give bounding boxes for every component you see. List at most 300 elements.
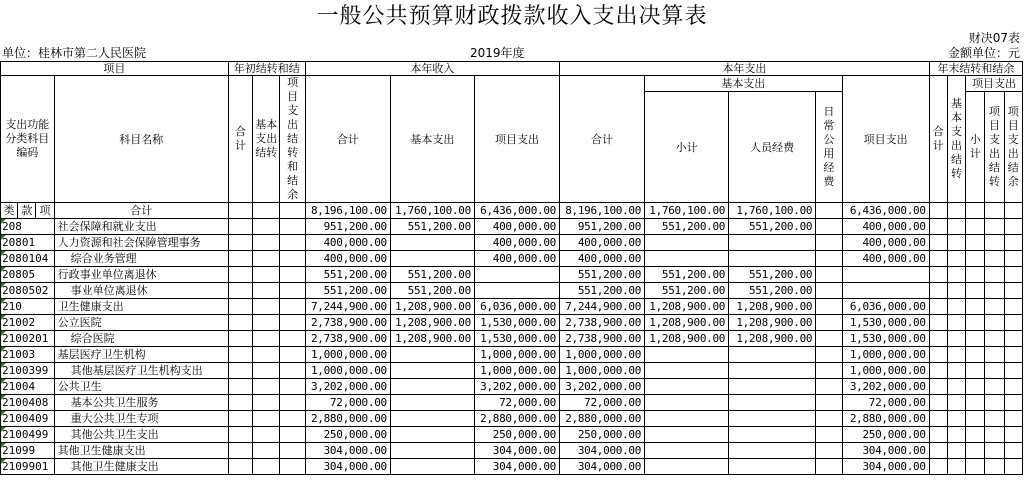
empty-cell — [816, 363, 842, 379]
row-expense-subtotal: 1,208,900.00 — [645, 299, 729, 315]
empty-cell — [1004, 379, 1022, 395]
empty-cell — [929, 379, 947, 395]
empty-cell — [947, 411, 965, 427]
row-expense-subtotal: 551,200.00 — [645, 283, 729, 299]
row-income-total: 1,000,000.00 — [305, 363, 390, 379]
empty-cell — [966, 347, 985, 363]
empty-cell — [966, 459, 985, 475]
empty-cell — [1004, 347, 1022, 363]
empty-cell — [280, 379, 305, 395]
row-subject-name: 行政事业单位离退休 — [54, 267, 228, 283]
row-expense-personnel: 551,200.00 — [729, 219, 816, 235]
row-expense-project: 400,000.00 — [842, 235, 929, 251]
row-code: 2100201 — [1, 331, 55, 347]
empty-cell — [280, 331, 305, 347]
row-expense-subtotal — [645, 427, 729, 443]
empty-cell — [947, 443, 965, 459]
table-row — [1, 331, 1023, 347]
header-income-basic: 基本支出 — [390, 76, 474, 203]
row-expense-subtotal — [645, 347, 729, 363]
grand-total-row — [1, 203, 1023, 219]
empty-cell — [985, 347, 1004, 363]
row-code: 210 — [1, 299, 55, 315]
header-expense-public: 日常公用经费 — [816, 92, 842, 203]
header-expense-project: 项目支出 — [842, 76, 929, 203]
row-code: 208 — [1, 219, 55, 235]
row-subject-name: 公共卫生 — [54, 379, 228, 395]
row-income-basic — [390, 347, 474, 363]
empty-cell — [1004, 395, 1022, 411]
empty-cell — [1004, 363, 1022, 379]
empty-cell — [947, 427, 965, 443]
empty-cell — [929, 411, 947, 427]
row-subject-name: 卫生健康支出 — [54, 299, 228, 315]
empty-cell — [966, 219, 985, 235]
empty-cell — [253, 315, 280, 331]
row-code: 2080502 — [1, 283, 55, 299]
empty-cell — [929, 331, 947, 347]
row-income-project: 400,000.00 — [474, 219, 559, 235]
row-income-basic — [390, 459, 474, 475]
row-subject-name: 公立医院 — [54, 315, 228, 331]
empty-cell — [253, 299, 280, 315]
empty-cell — [929, 219, 947, 235]
row-income-total: 551,200.00 — [305, 267, 390, 283]
row-income-total: 551,200.00 — [305, 283, 390, 299]
empty-cell — [253, 459, 280, 475]
empty-cell — [929, 299, 947, 315]
empty-cell — [253, 379, 280, 395]
row-expense-total: 2,738,900.00 — [560, 331, 645, 347]
total-expense-subtotal: 1,760,100.00 — [645, 203, 729, 219]
row-income-total: 400,000.00 — [305, 251, 390, 267]
total-expense: 8,196,100.00 — [560, 203, 645, 219]
row-expense-personnel — [729, 411, 816, 427]
header-kuan: 款 — [18, 203, 36, 219]
empty-cell — [947, 235, 965, 251]
row-expense-project: 250,000.00 — [842, 427, 929, 443]
row-expense-total: 2,738,900.00 — [560, 315, 645, 331]
empty-cell — [985, 235, 1004, 251]
empty-cell — [1004, 459, 1022, 475]
row-income-project: 72,000.00 — [474, 395, 559, 411]
empty-cell — [1004, 283, 1022, 299]
row-income-project: 2,880,000.00 — [474, 411, 559, 427]
row-income-basic: 551,200.00 — [390, 219, 474, 235]
row-income-total: 250,000.00 — [305, 427, 390, 443]
row-expense-personnel: 1,208,900.00 — [729, 331, 816, 347]
header-closing-basic: 基本支出结转 — [947, 76, 965, 203]
row-income-project: 1,530,000.00 — [474, 315, 559, 331]
empty-cell — [966, 283, 985, 299]
row-subject-name: 其他卫生健康支出 — [54, 459, 228, 475]
empty-cell — [816, 427, 842, 443]
empty-cell — [253, 347, 280, 363]
empty-cell — [947, 219, 965, 235]
empty-cell — [929, 347, 947, 363]
row-subject-name: 事业单位离退休 — [54, 283, 228, 299]
row-income-basic — [390, 379, 474, 395]
row-expense-personnel: 551,200.00 — [729, 283, 816, 299]
row-income-basic — [390, 411, 474, 427]
row-expense-personnel: 1,208,900.00 — [729, 315, 816, 331]
row-income-project: 6,036,000.00 — [474, 299, 559, 315]
empty-cell — [985, 331, 1004, 347]
row-expense-personnel — [729, 363, 816, 379]
empty-cell — [947, 395, 965, 411]
row-subject-name: 基本公共卫生服务 — [54, 395, 228, 411]
empty-cell — [985, 283, 1004, 299]
empty-cell — [985, 379, 1004, 395]
empty-cell — [816, 443, 842, 459]
empty-cell — [253, 363, 280, 379]
row-expense-total: 551,200.00 — [560, 283, 645, 299]
row-income-basic: 551,200.00 — [390, 283, 474, 299]
row-income-total: 1,000,000.00 — [305, 347, 390, 363]
empty-cell — [280, 347, 305, 363]
empty-cell — [1004, 235, 1022, 251]
row-subject-name: 综合业务管理 — [54, 251, 228, 267]
row-expense-project: 400,000.00 — [842, 219, 929, 235]
row-expense-total: 400,000.00 — [560, 251, 645, 267]
empty-cell — [280, 299, 305, 315]
row-income-project: 304,000.00 — [474, 443, 559, 459]
row-income-total: 2,738,900.00 — [305, 315, 390, 331]
header-opening-basic: 基本支出结转 — [253, 76, 280, 203]
header-closing-project-carry: 项目支出结转 — [985, 92, 1004, 203]
row-expense-personnel — [729, 347, 816, 363]
row-expense-project: 1,530,000.00 — [842, 315, 929, 331]
empty-cell — [929, 443, 947, 459]
row-expense-project — [842, 267, 929, 283]
row-expense-personnel — [729, 443, 816, 459]
row-expense-total: 2,880,000.00 — [560, 411, 645, 427]
empty-cell — [253, 283, 280, 299]
empty-cell — [1004, 219, 1022, 235]
row-income-project: 3,202,000.00 — [474, 379, 559, 395]
empty-cell — [985, 315, 1004, 331]
header-income-project: 项目支出 — [474, 76, 559, 203]
row-income-basic — [390, 235, 474, 251]
empty-cell — [253, 235, 280, 251]
row-code: 2080104 — [1, 251, 55, 267]
header-closing-project: 项目支出 — [966, 76, 1023, 92]
row-income-total: 951,200.00 — [305, 219, 390, 235]
table-row — [1, 459, 1023, 475]
header-closing-subtotal: 小计 — [966, 92, 985, 203]
empty-cell — [280, 411, 305, 427]
empty-cell — [1004, 267, 1022, 283]
header-closing: 年末结转和结余 — [929, 62, 1022, 76]
row-expense-personnel — [729, 395, 816, 411]
row-income-basic — [390, 251, 474, 267]
row-income-project: 250,000.00 — [474, 427, 559, 443]
empty-cell — [253, 395, 280, 411]
empty-cell — [228, 395, 252, 411]
empty-cell — [966, 315, 985, 331]
empty-cell — [228, 363, 252, 379]
row-income-total: 72,000.00 — [305, 395, 390, 411]
row-expense-total: 1,000,000.00 — [560, 347, 645, 363]
unit-label: 单位：桂林市第二人民医院 — [2, 46, 147, 60]
empty-cell — [947, 315, 965, 331]
table-row — [1, 395, 1023, 411]
empty-cell — [1004, 315, 1022, 331]
empty-cell — [280, 235, 305, 251]
empty-cell — [966, 299, 985, 315]
empty-cell — [966, 427, 985, 443]
row-income-project: 304,000.00 — [474, 459, 559, 475]
row-income-basic — [390, 443, 474, 459]
header-opening: 年初结转和结 — [228, 62, 305, 76]
row-expense-total: 3,202,000.00 — [560, 379, 645, 395]
row-income-project: 400,000.00 — [474, 235, 559, 251]
empty-cell — [816, 219, 842, 235]
row-expense-total: 951,200.00 — [560, 219, 645, 235]
row-expense-personnel — [729, 251, 816, 267]
empty-cell — [253, 219, 280, 235]
empty-cell — [816, 347, 842, 363]
empty-cell — [253, 427, 280, 443]
row-income-project: 1,000,000.00 — [474, 363, 559, 379]
row-expense-total: 72,000.00 — [560, 395, 645, 411]
row-expense-project: 304,000.00 — [842, 443, 929, 459]
empty-cell — [816, 267, 842, 283]
empty-cell — [280, 251, 305, 267]
row-income-project — [474, 267, 559, 283]
header-expense-total: 合计 — [560, 76, 645, 203]
row-income-basic — [390, 395, 474, 411]
empty-cell — [947, 283, 965, 299]
row-subject-name: 社会保障和就业支出 — [54, 219, 228, 235]
year-label: 2019年度 — [470, 46, 525, 60]
row-income-total: 2,880,000.00 — [305, 411, 390, 427]
row-subject-name: 其他基层医疗卫生机构支出 — [54, 363, 228, 379]
row-expense-subtotal — [645, 235, 729, 251]
empty-cell — [966, 395, 985, 411]
total-income-basic: 1,760,100.00 — [390, 203, 474, 219]
row-expense-total: 7,244,900.00 — [560, 299, 645, 315]
table-row — [1, 283, 1023, 299]
empty-cell — [228, 315, 252, 331]
table-row — [1, 363, 1023, 379]
empty-cell — [228, 347, 252, 363]
header-closing-project-surplus: 项目支出结余 — [1004, 92, 1022, 203]
empty-cell — [816, 411, 842, 427]
empty-cell — [816, 251, 842, 267]
empty-cell — [947, 363, 965, 379]
row-expense-total: 304,000.00 — [560, 459, 645, 475]
row-code: 2100499 — [1, 427, 55, 443]
empty-cell — [929, 283, 947, 299]
table-row — [1, 427, 1023, 443]
row-expense-project: 2,880,000.00 — [842, 411, 929, 427]
row-income-basic — [390, 427, 474, 443]
total-expense-personnel: 1,760,100.00 — [729, 203, 816, 219]
row-income-basic: 551,200.00 — [390, 267, 474, 283]
row-income-basic: 1,208,900.00 — [390, 331, 474, 347]
row-expense-subtotal — [645, 443, 729, 459]
empty-cell — [985, 459, 1004, 475]
row-expense-personnel — [729, 235, 816, 251]
empty-cell — [929, 235, 947, 251]
empty-cell — [816, 235, 842, 251]
empty-cell — [816, 395, 842, 411]
empty-cell — [253, 443, 280, 459]
empty-cell — [228, 331, 252, 347]
total-income: 8,196,100.00 — [305, 203, 390, 219]
empty-cell — [1004, 411, 1022, 427]
header-expense: 本年支出 — [560, 62, 930, 76]
table-row — [1, 219, 1023, 235]
table-row — [1, 347, 1023, 363]
row-code: 2100399 — [1, 363, 55, 379]
header-income: 本年收入 — [305, 62, 559, 76]
row-income-total: 2,738,900.00 — [305, 331, 390, 347]
table-row — [1, 235, 1023, 251]
empty-cell — [280, 219, 305, 235]
total-expense-project: 6,436,000.00 — [842, 203, 929, 219]
empty-cell — [228, 235, 252, 251]
empty-cell — [280, 395, 305, 411]
empty-cell — [985, 299, 1004, 315]
row-expense-project: 6,036,000.00 — [842, 299, 929, 315]
empty-cell — [816, 283, 842, 299]
row-expense-project — [842, 283, 929, 299]
row-code: 21099 — [1, 443, 55, 459]
row-code: 2100408 — [1, 395, 55, 411]
empty-cell — [228, 283, 252, 299]
empty-cell — [1004, 331, 1022, 347]
empty-cell — [253, 267, 280, 283]
row-expense-project: 3,202,000.00 — [842, 379, 929, 395]
empty-cell — [280, 267, 305, 283]
row-income-project — [474, 283, 559, 299]
empty-cell — [929, 459, 947, 475]
empty-cell — [228, 427, 252, 443]
row-code: 20801 — [1, 235, 55, 251]
empty-cell — [280, 459, 305, 475]
row-income-total: 400,000.00 — [305, 235, 390, 251]
empty-cell — [280, 443, 305, 459]
empty-cell — [816, 459, 842, 475]
empty-cell — [228, 219, 252, 235]
table-row — [1, 379, 1023, 395]
header-xiang: 项 — [36, 203, 54, 219]
empty-cell — [947, 347, 965, 363]
empty-cell — [929, 427, 947, 443]
empty-cell — [228, 299, 252, 315]
row-subject-name: 综合医院 — [54, 331, 228, 347]
row-expense-subtotal: 1,208,900.00 — [645, 315, 729, 331]
report-title: 一般公共预算财政拨款收入支出决算表 — [316, 4, 708, 29]
row-expense-project: 1,000,000.00 — [842, 363, 929, 379]
empty-cell — [966, 251, 985, 267]
empty-cell — [929, 315, 947, 331]
row-code: 21002 — [1, 315, 55, 331]
row-code: 2100409 — [1, 411, 55, 427]
row-expense-subtotal — [645, 395, 729, 411]
table-row — [1, 315, 1023, 331]
empty-cell — [1004, 251, 1022, 267]
empty-cell — [816, 315, 842, 331]
empty-cell — [280, 315, 305, 331]
empty-cell — [929, 251, 947, 267]
row-expense-subtotal — [645, 411, 729, 427]
row-expense-project: 400,000.00 — [842, 251, 929, 267]
header-closing-total: 合计 — [929, 76, 947, 203]
row-expense-project: 1,000,000.00 — [842, 347, 929, 363]
row-expense-personnel: 1,208,900.00 — [729, 299, 816, 315]
row-code: 21004 — [1, 379, 55, 395]
empty-cell — [947, 459, 965, 475]
row-expense-subtotal — [645, 363, 729, 379]
row-expense-subtotal — [645, 251, 729, 267]
empty-cell — [280, 363, 305, 379]
empty-cell — [947, 331, 965, 347]
row-expense-personnel — [729, 427, 816, 443]
empty-cell — [228, 411, 252, 427]
empty-cell — [929, 363, 947, 379]
empty-cell — [985, 267, 1004, 283]
empty-cell — [280, 283, 305, 299]
empty-cell — [966, 363, 985, 379]
empty-cell — [228, 443, 252, 459]
row-income-total: 304,000.00 — [305, 459, 390, 475]
empty-cell — [985, 443, 1004, 459]
row-expense-total: 551,200.00 — [560, 267, 645, 283]
empty-cell — [985, 363, 1004, 379]
empty-cell — [228, 251, 252, 267]
header-expense-subtotal: 小计 — [645, 92, 729, 203]
empty-cell — [966, 411, 985, 427]
empty-cell — [985, 395, 1004, 411]
total-income-project: 6,436,000.00 — [474, 203, 559, 219]
row-income-basic: 1,208,900.00 — [390, 315, 474, 331]
money-unit-label: 金额单位：元 — [947, 46, 1020, 60]
empty-cell — [947, 267, 965, 283]
empty-cell — [966, 235, 985, 251]
row-subject-name: 其他卫生健康支出 — [54, 443, 228, 459]
row-income-total: 3,202,000.00 — [305, 379, 390, 395]
row-expense-total: 400,000.00 — [560, 235, 645, 251]
row-expense-total: 1,000,000.00 — [560, 363, 645, 379]
empty-cell — [816, 299, 842, 315]
row-expense-total: 304,000.00 — [560, 443, 645, 459]
row-expense-total: 250,000.00 — [560, 427, 645, 443]
row-subject-name: 人力资源和社会保障管理事务 — [54, 235, 228, 251]
empty-cell — [253, 251, 280, 267]
header-opening-project: 项目支出结转和结余 — [280, 76, 305, 203]
empty-cell — [985, 219, 1004, 235]
row-subject-name: 其他公共卫生支出 — [54, 427, 228, 443]
empty-cell — [253, 411, 280, 427]
budget-table — [0, 61, 1023, 475]
header-opening-total: 合计 — [228, 76, 252, 203]
row-expense-subtotal — [645, 459, 729, 475]
header-income-total: 合计 — [305, 76, 390, 203]
header-expense-basic: 基本支出 — [645, 76, 842, 92]
empty-cell — [816, 331, 842, 347]
empty-cell — [947, 299, 965, 315]
row-income-total: 304,000.00 — [305, 443, 390, 459]
empty-cell — [228, 379, 252, 395]
empty-cell — [929, 395, 947, 411]
empty-cell — [1004, 443, 1022, 459]
row-income-basic — [390, 363, 474, 379]
empty-cell — [985, 251, 1004, 267]
header-subject-name: 科目名称 — [54, 76, 228, 203]
